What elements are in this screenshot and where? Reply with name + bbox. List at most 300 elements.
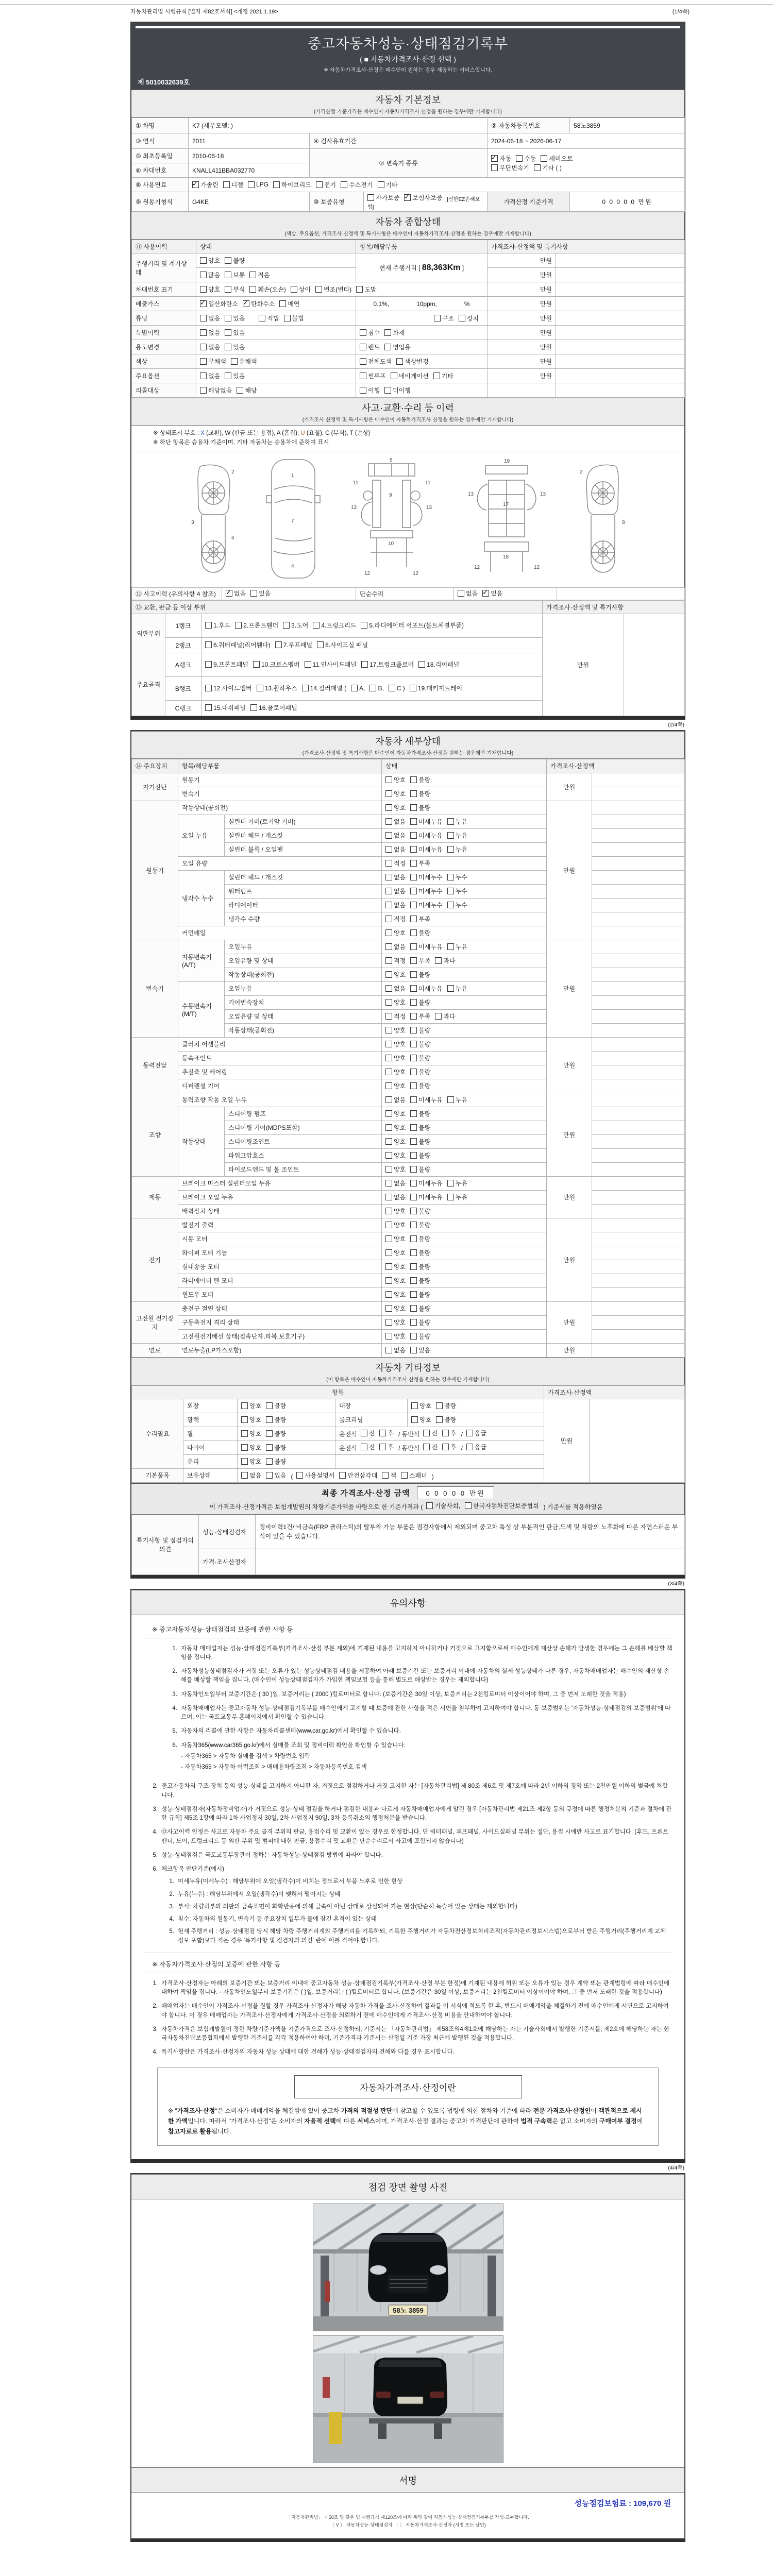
checkbox[interactable] bbox=[396, 358, 403, 365]
checkbox-option[interactable] bbox=[385, 1332, 406, 1341]
checkbox-option[interactable] bbox=[200, 270, 220, 279]
checkbox-option[interactable] bbox=[291, 285, 311, 294]
checkbox-option[interactable] bbox=[385, 1234, 406, 1243]
checkbox[interactable] bbox=[379, 1430, 386, 1436]
checkbox-option[interactable] bbox=[410, 1346, 430, 1354]
checkbox[interactable] bbox=[296, 1472, 303, 1479]
checkbox[interactable] bbox=[410, 776, 417, 783]
checkbox-option[interactable] bbox=[447, 1193, 467, 1201]
checkbox-option[interactable] bbox=[433, 371, 453, 380]
checkbox-option[interactable] bbox=[385, 1262, 406, 1271]
checkbox-option[interactable] bbox=[442, 1429, 457, 1437]
checkbox-option[interactable] bbox=[200, 285, 220, 294]
checkbox[interactable] bbox=[385, 1069, 392, 1075]
checkbox[interactable] bbox=[410, 1069, 417, 1075]
checkbox-option[interactable] bbox=[385, 789, 406, 798]
checkbox-option[interactable] bbox=[361, 660, 414, 669]
checkbox[interactable] bbox=[225, 257, 231, 264]
checkbox[interactable] bbox=[385, 1347, 392, 1353]
checkbox[interactable] bbox=[192, 181, 199, 188]
checkbox[interactable] bbox=[248, 181, 255, 188]
checkbox-option[interactable] bbox=[360, 328, 380, 337]
checkbox-option[interactable] bbox=[385, 1123, 406, 1132]
checkbox[interactable] bbox=[351, 685, 358, 691]
checkbox-option[interactable] bbox=[410, 1081, 430, 1090]
checkbox[interactable] bbox=[225, 329, 231, 336]
checkbox[interactable] bbox=[317, 641, 324, 648]
checkbox[interactable] bbox=[534, 164, 541, 171]
checkbox-option[interactable] bbox=[410, 789, 430, 798]
checkbox[interactable] bbox=[226, 590, 232, 597]
checkbox[interactable] bbox=[423, 1430, 430, 1436]
checkbox-option[interactable] bbox=[516, 154, 536, 163]
checkbox-option[interactable] bbox=[436, 1415, 456, 1424]
checkbox-option[interactable] bbox=[385, 998, 406, 1007]
checkbox-option[interactable] bbox=[466, 1429, 486, 1437]
checkbox-option[interactable] bbox=[491, 154, 511, 163]
checkbox-option[interactable] bbox=[410, 1067, 430, 1076]
checkbox[interactable] bbox=[205, 685, 212, 691]
checkbox[interactable] bbox=[410, 902, 417, 908]
checkbox-option[interactable] bbox=[447, 1179, 467, 1188]
checkbox-option[interactable] bbox=[423, 1443, 438, 1451]
checkbox[interactable] bbox=[466, 1430, 473, 1436]
checkbox-option[interactable] bbox=[250, 703, 297, 712]
checkbox-option[interactable] bbox=[458, 589, 478, 598]
checkbox[interactable] bbox=[410, 1319, 417, 1326]
checkbox[interactable] bbox=[410, 957, 417, 964]
checkbox-option[interactable] bbox=[396, 357, 428, 366]
checkbox[interactable] bbox=[410, 1263, 417, 1270]
checkbox[interactable] bbox=[401, 1472, 408, 1479]
checkbox-option[interactable] bbox=[447, 831, 467, 840]
checkbox-option[interactable] bbox=[385, 887, 406, 895]
checkbox[interactable] bbox=[410, 1096, 417, 1103]
checkbox[interactable] bbox=[410, 929, 417, 936]
checkbox[interactable] bbox=[385, 1180, 392, 1187]
checkbox-option[interactable] bbox=[435, 1012, 455, 1021]
checkbox[interactable] bbox=[361, 622, 367, 629]
checkbox[interactable] bbox=[283, 622, 290, 629]
checkbox[interactable] bbox=[385, 860, 392, 867]
checkbox[interactable] bbox=[225, 315, 231, 321]
checkbox-option[interactable] bbox=[385, 1290, 406, 1299]
checkbox-option[interactable] bbox=[249, 285, 285, 294]
checkbox-option[interactable] bbox=[385, 803, 406, 812]
checkbox[interactable] bbox=[410, 971, 417, 978]
checkbox-option[interactable] bbox=[447, 887, 467, 895]
checkbox-option[interactable] bbox=[410, 859, 430, 868]
checkbox-option[interactable] bbox=[360, 357, 392, 366]
checkbox[interactable] bbox=[466, 1444, 473, 1450]
checkbox-option[interactable] bbox=[447, 984, 467, 993]
checkbox[interactable] bbox=[339, 1472, 346, 1479]
checkbox-option[interactable] bbox=[447, 942, 467, 951]
checkbox[interactable] bbox=[361, 1444, 367, 1450]
checkbox[interactable] bbox=[205, 704, 212, 711]
checkbox[interactable] bbox=[223, 181, 230, 188]
checkbox-option[interactable] bbox=[200, 256, 220, 265]
checkbox-option[interactable] bbox=[385, 914, 406, 923]
checkbox-option[interactable] bbox=[384, 343, 411, 351]
checkbox-option[interactable] bbox=[360, 371, 386, 380]
checkbox-option[interactable] bbox=[410, 845, 442, 854]
checkbox-option[interactable] bbox=[205, 660, 248, 669]
checkbox[interactable] bbox=[426, 1502, 433, 1509]
checkbox-option[interactable] bbox=[385, 1109, 406, 1118]
checkbox[interactable] bbox=[266, 1458, 273, 1465]
checkbox[interactable] bbox=[433, 372, 440, 379]
checkbox[interactable] bbox=[410, 860, 417, 867]
checkbox[interactable] bbox=[241, 1458, 248, 1465]
checkbox-option[interactable] bbox=[410, 873, 442, 882]
checkbox-option[interactable] bbox=[534, 163, 562, 172]
checkbox[interactable] bbox=[205, 641, 212, 648]
checkbox[interactable] bbox=[447, 1180, 454, 1187]
checkbox-option[interactable] bbox=[410, 775, 430, 784]
checkbox[interactable] bbox=[410, 790, 417, 797]
checkbox[interactable] bbox=[410, 1041, 417, 1047]
checkbox-option[interactable] bbox=[200, 371, 220, 380]
checkbox-option[interactable] bbox=[225, 371, 245, 380]
checkbox[interactable] bbox=[356, 286, 363, 293]
checkbox-option[interactable] bbox=[447, 1095, 467, 1104]
checkbox-option[interactable] bbox=[384, 328, 405, 337]
checkbox-option[interactable] bbox=[266, 1415, 286, 1424]
checkbox-option[interactable] bbox=[410, 998, 430, 1007]
checkbox[interactable] bbox=[410, 916, 417, 922]
checkbox-option[interactable] bbox=[410, 1054, 430, 1062]
checkbox[interactable] bbox=[410, 1166, 417, 1173]
checkbox-option[interactable] bbox=[225, 328, 245, 337]
checkbox[interactable] bbox=[205, 622, 212, 629]
checkbox[interactable] bbox=[410, 1305, 417, 1312]
checkbox[interactable] bbox=[384, 387, 391, 394]
checkbox[interactable] bbox=[410, 1208, 417, 1214]
checkbox[interactable] bbox=[360, 387, 366, 394]
checkbox[interactable] bbox=[266, 1402, 273, 1409]
checkbox-option[interactable] bbox=[410, 1012, 430, 1021]
checkbox-option[interactable] bbox=[404, 193, 442, 202]
checkbox[interactable] bbox=[541, 155, 547, 162]
checkbox[interactable] bbox=[447, 985, 454, 992]
checkbox[interactable] bbox=[241, 1402, 248, 1409]
checkbox-option[interactable] bbox=[447, 817, 467, 826]
checkbox-option[interactable] bbox=[385, 831, 406, 840]
checkbox-option[interactable] bbox=[250, 589, 271, 598]
checkbox-option[interactable] bbox=[410, 914, 430, 923]
checkbox-option[interactable] bbox=[410, 984, 442, 993]
checkbox-option[interactable] bbox=[369, 685, 383, 692]
checkbox[interactable] bbox=[302, 685, 309, 691]
checkbox[interactable] bbox=[411, 1416, 418, 1423]
checkbox-option[interactable] bbox=[385, 956, 406, 965]
checkbox[interactable] bbox=[385, 1082, 392, 1089]
checkbox[interactable] bbox=[410, 874, 417, 880]
checkbox[interactable] bbox=[447, 1194, 454, 1200]
checkbox-option[interactable] bbox=[249, 270, 270, 279]
checkbox[interactable] bbox=[410, 1277, 417, 1284]
checkbox-option[interactable] bbox=[434, 314, 454, 323]
checkbox-option[interactable] bbox=[410, 887, 442, 895]
checkbox-option[interactable] bbox=[296, 1471, 334, 1480]
checkbox-option[interactable] bbox=[231, 357, 257, 366]
checkbox[interactable] bbox=[361, 1430, 367, 1436]
checkbox-option[interactable] bbox=[410, 956, 430, 965]
checkbox-option[interactable] bbox=[410, 970, 430, 979]
checkbox-option[interactable] bbox=[385, 1221, 406, 1229]
checkbox-option[interactable] bbox=[241, 1443, 261, 1452]
checkbox[interactable] bbox=[410, 1110, 417, 1117]
checkbox-option[interactable] bbox=[205, 684, 252, 692]
checkbox-option[interactable] bbox=[361, 1429, 375, 1437]
checkbox[interactable] bbox=[410, 1138, 417, 1145]
checkbox-option[interactable] bbox=[385, 1207, 406, 1215]
checkbox[interactable] bbox=[385, 943, 392, 950]
checkbox[interactable] bbox=[249, 286, 256, 293]
checkbox[interactable] bbox=[341, 181, 347, 188]
checkbox[interactable] bbox=[385, 1041, 392, 1047]
checkbox-option[interactable] bbox=[447, 901, 467, 909]
checkbox[interactable] bbox=[200, 372, 207, 379]
checkbox[interactable] bbox=[385, 902, 392, 908]
checkbox-option[interactable] bbox=[410, 1165, 430, 1174]
checkbox-option[interactable] bbox=[302, 684, 346, 692]
checkbox-option[interactable] bbox=[200, 386, 232, 395]
checkbox-option[interactable] bbox=[410, 1221, 430, 1229]
checkbox[interactable] bbox=[385, 1222, 392, 1228]
checkbox[interactable] bbox=[458, 590, 464, 597]
checkbox-option[interactable] bbox=[235, 621, 278, 630]
checkbox[interactable] bbox=[266, 1472, 273, 1479]
checkbox[interactable] bbox=[379, 1444, 386, 1450]
checkbox-option[interactable] bbox=[410, 1234, 430, 1243]
checkbox-option[interactable] bbox=[410, 1123, 430, 1132]
checkbox-option[interactable] bbox=[385, 901, 406, 909]
checkbox-option[interactable] bbox=[459, 314, 479, 323]
checkbox-option[interactable] bbox=[378, 180, 398, 189]
checkbox-option[interactable] bbox=[266, 1443, 286, 1452]
checkbox[interactable] bbox=[225, 344, 231, 350]
checkbox[interactable] bbox=[435, 1013, 442, 1020]
checkbox-option[interactable] bbox=[410, 831, 442, 840]
checkbox-option[interactable] bbox=[361, 1443, 375, 1451]
checkbox[interactable] bbox=[250, 590, 257, 597]
checkbox-option[interactable] bbox=[385, 1067, 406, 1076]
checkbox[interactable] bbox=[410, 818, 417, 825]
checkbox-option[interactable] bbox=[241, 1429, 261, 1438]
checkbox[interactable] bbox=[200, 358, 207, 365]
checkbox-option[interactable] bbox=[385, 1137, 406, 1146]
checkbox-option[interactable] bbox=[410, 817, 442, 826]
checkbox[interactable] bbox=[273, 181, 280, 188]
checkbox[interactable] bbox=[385, 832, 392, 839]
checkbox-option[interactable] bbox=[361, 621, 464, 630]
checkbox[interactable] bbox=[385, 1235, 392, 1242]
checkbox[interactable] bbox=[385, 776, 392, 783]
checkbox-option[interactable] bbox=[541, 154, 573, 163]
checkbox-option[interactable] bbox=[385, 1179, 406, 1188]
checkbox-option[interactable] bbox=[205, 703, 246, 712]
checkbox[interactable] bbox=[447, 832, 454, 839]
checkbox-option[interactable] bbox=[385, 1040, 406, 1048]
checkbox[interactable] bbox=[200, 344, 207, 350]
checkbox-option[interactable] bbox=[316, 180, 336, 189]
checkbox-option[interactable] bbox=[418, 660, 459, 669]
checkbox-option[interactable] bbox=[385, 928, 406, 937]
checkbox[interactable] bbox=[205, 661, 212, 668]
checkbox-option[interactable] bbox=[410, 1304, 430, 1313]
checkbox-option[interactable] bbox=[225, 285, 245, 294]
checkbox[interactable] bbox=[410, 1194, 417, 1200]
checkbox[interactable] bbox=[361, 661, 368, 668]
checkbox-option[interactable] bbox=[410, 1109, 430, 1118]
checkbox-option[interactable] bbox=[248, 181, 268, 188]
checkbox-option[interactable] bbox=[339, 1471, 377, 1480]
checkbox[interactable] bbox=[360, 329, 366, 336]
checkbox-option[interactable] bbox=[389, 685, 405, 692]
checkbox[interactable] bbox=[315, 286, 322, 293]
checkbox-option[interactable] bbox=[241, 1415, 261, 1424]
checkbox[interactable] bbox=[266, 1430, 273, 1437]
checkbox[interactable] bbox=[385, 1096, 392, 1103]
checkbox-option[interactable] bbox=[266, 1429, 286, 1438]
checkbox[interactable] bbox=[410, 1249, 417, 1256]
checkbox-option[interactable] bbox=[205, 640, 271, 649]
checkbox-option[interactable] bbox=[200, 357, 226, 366]
checkbox-option[interactable] bbox=[384, 386, 411, 395]
checkbox-option[interactable] bbox=[283, 621, 308, 630]
checkbox[interactable] bbox=[447, 846, 454, 853]
checkbox-option[interactable] bbox=[385, 845, 406, 854]
checkbox-option[interactable] bbox=[385, 1165, 406, 1174]
checkbox-option[interactable] bbox=[284, 314, 304, 323]
checkbox-option[interactable] bbox=[411, 1415, 431, 1424]
checkbox-option[interactable] bbox=[447, 845, 467, 854]
checkbox[interactable] bbox=[360, 358, 366, 365]
checkbox[interactable] bbox=[385, 985, 392, 992]
checkbox-option[interactable] bbox=[382, 1471, 396, 1480]
checkbox[interactable] bbox=[385, 957, 392, 964]
checkbox[interactable] bbox=[385, 1249, 392, 1256]
checkbox-option[interactable] bbox=[259, 314, 279, 323]
checkbox-option[interactable] bbox=[385, 1151, 406, 1160]
checkbox[interactable] bbox=[241, 1444, 248, 1451]
checkbox[interactable] bbox=[410, 1235, 417, 1242]
checkbox-option[interactable] bbox=[410, 1137, 430, 1146]
checkbox-option[interactable] bbox=[241, 1401, 261, 1410]
checkbox-option[interactable] bbox=[385, 1193, 406, 1201]
checkbox[interactable] bbox=[391, 372, 397, 379]
checkbox[interactable] bbox=[385, 916, 392, 922]
checkbox-option[interactable] bbox=[410, 1040, 430, 1048]
checkbox-option[interactable] bbox=[410, 1026, 430, 1035]
checkbox-option[interactable] bbox=[315, 285, 351, 294]
checkbox-option[interactable] bbox=[200, 343, 220, 351]
checkbox-option[interactable] bbox=[385, 1026, 406, 1035]
checkbox[interactable] bbox=[385, 971, 392, 978]
checkbox[interactable] bbox=[384, 329, 391, 336]
checkbox-option[interactable] bbox=[410, 1193, 442, 1201]
checkbox[interactable] bbox=[410, 1027, 417, 1033]
checkbox[interactable] bbox=[410, 999, 417, 1006]
checkbox-option[interactable] bbox=[317, 640, 368, 649]
checkbox-option[interactable] bbox=[423, 1429, 438, 1437]
checkbox-option[interactable] bbox=[360, 386, 380, 395]
checkbox-option[interactable] bbox=[385, 1081, 406, 1090]
checkbox-option[interactable] bbox=[385, 1346, 406, 1354]
checkbox[interactable] bbox=[200, 300, 207, 307]
checkbox[interactable] bbox=[385, 1194, 392, 1200]
checkbox-option[interactable] bbox=[225, 343, 245, 351]
checkbox[interactable] bbox=[360, 344, 366, 350]
checkbox-option[interactable] bbox=[385, 1248, 406, 1257]
checkbox-option[interactable] bbox=[351, 685, 365, 692]
checkbox[interactable] bbox=[385, 1305, 392, 1312]
checkbox-option[interactable] bbox=[385, 1318, 406, 1327]
checkbox-option[interactable] bbox=[442, 1443, 457, 1451]
checkbox[interactable] bbox=[241, 1472, 248, 1479]
checkbox-option[interactable] bbox=[313, 621, 356, 630]
checkbox[interactable] bbox=[385, 804, 392, 811]
checkbox-option[interactable] bbox=[275, 640, 312, 649]
checkbox[interactable] bbox=[200, 387, 207, 394]
checkbox[interactable] bbox=[411, 1402, 418, 1409]
checkbox-option[interactable] bbox=[223, 180, 243, 189]
checkbox[interactable] bbox=[434, 315, 441, 321]
checkbox[interactable] bbox=[284, 315, 291, 321]
checkbox-option[interactable] bbox=[385, 942, 406, 951]
checkbox[interactable] bbox=[410, 685, 416, 691]
checkbox-option[interactable] bbox=[410, 1332, 430, 1341]
checkbox[interactable] bbox=[225, 372, 231, 379]
checkbox[interactable] bbox=[241, 1430, 248, 1437]
checkbox-option[interactable] bbox=[410, 1151, 430, 1160]
checkbox[interactable] bbox=[410, 1347, 417, 1353]
checkbox[interactable] bbox=[491, 164, 498, 171]
checkbox-option[interactable] bbox=[447, 873, 467, 882]
checkbox[interactable] bbox=[367, 194, 374, 201]
checkbox-option[interactable] bbox=[225, 256, 245, 265]
checkbox[interactable] bbox=[249, 272, 256, 278]
checkbox-option[interactable] bbox=[401, 1471, 427, 1480]
checkbox[interactable] bbox=[360, 372, 366, 379]
checkbox[interactable] bbox=[225, 272, 231, 278]
checkbox[interactable] bbox=[237, 387, 243, 394]
checkbox[interactable] bbox=[436, 1416, 443, 1423]
checkbox[interactable] bbox=[385, 818, 392, 825]
checkbox[interactable] bbox=[385, 1166, 392, 1173]
checkbox[interactable] bbox=[459, 315, 465, 321]
checkbox[interactable] bbox=[250, 704, 257, 711]
checkbox-option[interactable] bbox=[385, 817, 406, 826]
checkbox[interactable] bbox=[482, 590, 489, 597]
checkbox-option[interactable] bbox=[266, 1401, 286, 1410]
checkbox-option[interactable] bbox=[385, 873, 406, 882]
checkbox[interactable] bbox=[410, 1291, 417, 1298]
checkbox[interactable] bbox=[418, 661, 425, 668]
checkbox-option[interactable] bbox=[237, 386, 257, 395]
checkbox-option[interactable] bbox=[241, 1471, 261, 1480]
checkbox[interactable] bbox=[410, 804, 417, 811]
checkbox-option[interactable] bbox=[385, 1054, 406, 1062]
checkbox[interactable] bbox=[410, 1333, 417, 1340]
checkbox[interactable] bbox=[385, 790, 392, 797]
checkbox-option[interactable] bbox=[435, 956, 455, 965]
checkbox-option[interactable] bbox=[436, 1401, 456, 1410]
checkbox[interactable] bbox=[436, 1402, 443, 1409]
checkbox-option[interactable] bbox=[410, 1276, 430, 1285]
